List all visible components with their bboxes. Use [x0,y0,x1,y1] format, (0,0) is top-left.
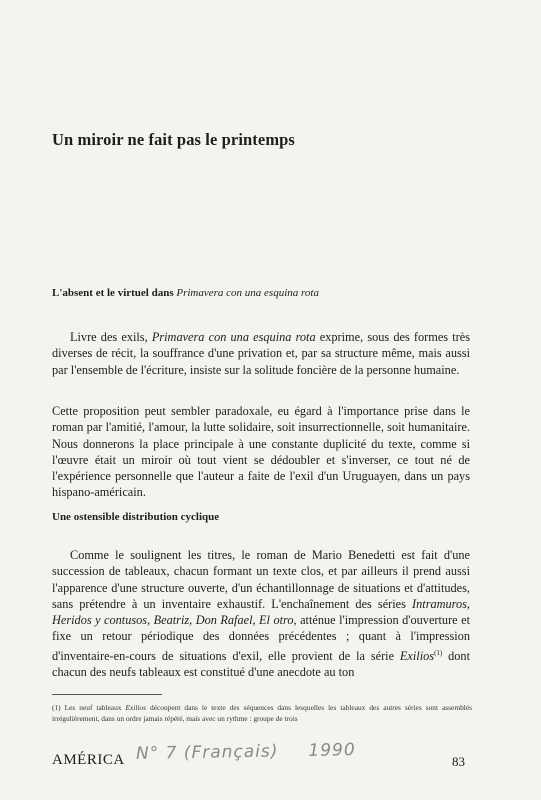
footnote-before: Les neuf tableaux [60,703,126,712]
paragraph-3-exilios: Exilios [399,648,435,663]
handwritten-issue: N° 7 (Français) [135,741,279,764]
paragraph-3-part3: dont chacun des neufs tableaux est constitué d'une anecdote au ton [52,648,470,680]
paragraph-2: Cette proposition peut sembler paradoxale, eu égard à l'importance prise dans le roman par l'amitié, l'amour, la lutte solidaire, soit insurrectionnelle, soit humanitaire. Nous donnerons la place principale à une constante duplicité du texte, comme si l'œuvre était un miroir où tout vient se dédoubler et s'inverser, ce tout né de l'expérience personnelle que l'auteur a faite de l'exil d'un Uruguayen, dans un pays hispano-américain. [52,404,470,500]
footnote-divider [52,694,162,695]
handwritten-year: 1990 [308,740,356,761]
journal-name: AMÉRICA [52,752,125,768]
paragraph-3-part2: , atténue l'impression d'ouverture et fixe un retour périodique des données précédentes ; quant à l'impression d'inventaire-en-cours de situations d'exil, elle provient de la série [52,613,470,663]
paragraph-3 [52,547,470,680]
footnote-marker: (1) [52,703,61,712]
footnote-italic: Exilios [125,703,146,712]
paragraph-1 [52,329,470,378]
article-subtitle [52,287,319,299]
page-number: 83 [452,754,465,769]
paragraph-1-book-title: Primavera con una esquina rota [151,330,316,344]
subtitle-book-title: Primavera con una esquina rota [176,287,319,299]
subtitle-lead: L'absent et le virtuel dans [52,287,177,299]
paragraph-1-before: Livre des exils, [70,330,152,344]
paragraph-1-after: exprime, sous des formes très diverses de récit, la souffrance d'une privation et, par sa structure même, mais aussi par l'ensemble de l'écriture, insiste sur la solitude foncière de la personne humaine. [52,330,471,377]
article-title: Un miroir ne fait pas le printemps [52,130,295,149]
paragraph-3-series-titles: Intramuros, Heridos y contusos, Beatriz, Don Rafael, El otro [52,596,470,628]
footnote-after: découpent dans le texte des séquences dans lesquelles les tableaux des autres séries sont assemblés irrégulièrement, dans un ordre jamais répété, mais avec un rythme : groupe de trois [52,703,472,723]
footnote [52,702,472,724]
paragraph-3-part1: Comme le soulignent les titres, le roman de Mario Benedetti est fait d'une succession de tableaux, chacun formant un texte clos, et par ailleurs il prend aussi l'apparence d'une structure ouverte, d'un échantillonnage de situations et d'attitudes, sans prétendre à un inventaire exhaustif. L'enchaînement des séries [52,548,470,611]
section-heading: Une ostensible distribution cyclique [52,511,220,523]
handwritten-annotation [136,740,356,764]
footnote-reference: (1) [434,648,443,657]
